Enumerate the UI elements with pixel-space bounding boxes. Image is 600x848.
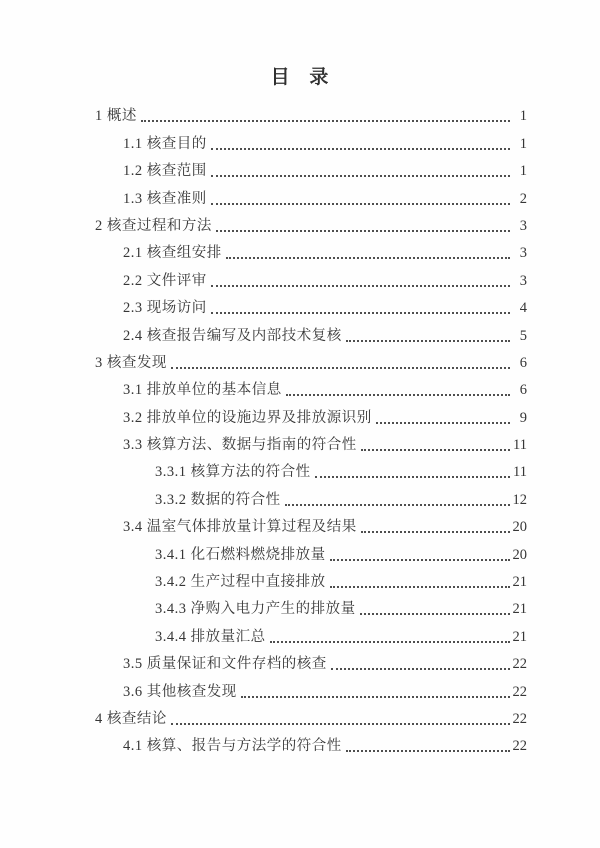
toc-entry-label: 2.3 现场访问 [123,300,207,317]
toc-entry [95,239,527,266]
toc-entry-label: 3.4.4 排放量汇总 [155,628,266,645]
dot-leader [330,559,510,561]
dot-leader [211,312,510,314]
dot-leader [376,422,510,424]
toc-entry [95,184,527,211]
toc-entry-page: 20 [512,519,527,536]
dot-leader [216,230,510,232]
dot-leader [331,668,510,670]
toc-entry-page: 3 [519,245,527,262]
toc-entry [95,705,527,732]
toc-entry-label: 2.4 核查报告编写及内部技术复核 [123,327,342,344]
toc-entry-page: 5 [519,327,527,344]
toc-entry-label: 3.4 温室气体排放量计算过程及结果 [123,519,357,536]
toc-entry-label: 3.4.3 净购入电力产生的排放量 [155,601,356,618]
toc-entry-label: 3.6 其他核查发现 [123,683,237,700]
toc-entry-label: 4.1 核算、报告与方法学的符合性 [123,738,342,755]
toc-entry-label: 3 核查发现 [95,354,167,371]
toc-entry [95,349,527,376]
page-title: 目 录 [270,67,330,88]
toc-entry [95,157,527,184]
toc-entry-label: 3.3.1 核算方法的符合性 [155,464,311,481]
dot-leader [211,203,510,205]
toc-entry-label: 3.1 排放单位的基本信息 [123,382,282,399]
toc-entry [95,321,527,348]
toc-entry [95,650,527,677]
dot-leader [361,449,510,451]
dot-leader [315,476,510,478]
dot-leader [211,148,510,150]
toc-list [0,102,600,759]
toc-entry-page: 9 [519,409,527,426]
toc-entry-page: 22 [512,656,527,673]
toc-entry-label: 3.3.2 数据的符合性 [155,491,281,508]
toc-entry [95,732,527,759]
toc-entry [95,376,527,403]
toc-entry [95,458,527,485]
dot-leader [211,175,510,177]
toc-entry-label: 3.5 质量保证和文件存档的核查 [123,656,327,673]
toc-entry-label: 1.1 核查目的 [123,135,207,152]
toc-entry [95,212,527,239]
toc-entry-label: 1.3 核查准则 [123,190,207,207]
toc-entry [95,294,527,321]
toc-entry-label: 2 核查过程和方法 [95,217,212,234]
toc-entry-label: 4 核查结论 [95,710,167,727]
toc-entry [95,431,527,458]
toc-entry-page: 1 [519,163,527,180]
toc-entry-page: 21 [512,601,527,618]
dot-leader [241,696,510,698]
toc-entry-label: 3.3 核算方法、数据与指南的符合性 [123,437,357,454]
toc-entry-label: 3.2 排放单位的设施边界及排放源识别 [123,409,372,426]
toc-entry [95,129,527,156]
dot-leader [330,586,510,588]
dot-leader [141,120,510,122]
toc-entry-page: 22 [512,738,527,755]
toc-entry [95,513,527,540]
toc-entry-label: 3.4.1 化石燃料燃烧排放量 [155,546,326,563]
dot-leader [226,257,510,259]
toc-entry [95,485,527,512]
toc-entry-page: 1 [519,135,527,152]
toc-entry [95,403,527,430]
toc-entry-page: 11 [513,437,527,454]
toc-entry [95,568,527,595]
toc-entry-page: 1 [519,108,527,125]
toc-entry-page: 4 [519,300,527,317]
toc-entry [95,677,527,704]
dot-leader [286,394,510,396]
toc-entry-label: 3.4.2 生产过程中直接排放 [155,574,326,591]
toc-entry-page: 6 [519,382,527,399]
toc-entry-label: 1.2 核查范围 [123,163,207,180]
toc-entry [95,622,527,649]
toc-entry-label: 2.1 核查组安排 [123,245,222,262]
dot-leader [346,340,510,342]
dot-leader [270,641,510,643]
toc-entry [95,540,527,567]
toc-entry [95,102,527,129]
toc-entry-page: 20 [512,546,527,563]
toc-entry-page: 6 [519,354,527,371]
dot-leader [171,723,510,725]
toc-entry-page: 12 [512,491,527,508]
toc-entry-page: 11 [513,464,527,481]
toc-entry-page: 3 [519,272,527,289]
dot-leader [285,504,510,506]
toc-entry-page: 22 [512,710,527,727]
dot-leader [211,285,510,287]
toc-entry [95,266,527,293]
dot-leader [360,613,510,615]
dot-leader [361,531,510,533]
dot-leader [346,750,510,752]
toc-entry-page: 22 [512,683,527,700]
toc-entry-label: 1 概述 [95,108,137,125]
toc-entry-page: 3 [519,217,527,234]
dot-leader [171,367,510,369]
toc-entry-page: 21 [512,574,527,591]
toc-entry-label: 2.2 文件评审 [123,272,207,289]
toc-entry [95,595,527,622]
toc-entry-page: 21 [512,628,527,645]
toc-entry-page: 2 [519,190,527,207]
